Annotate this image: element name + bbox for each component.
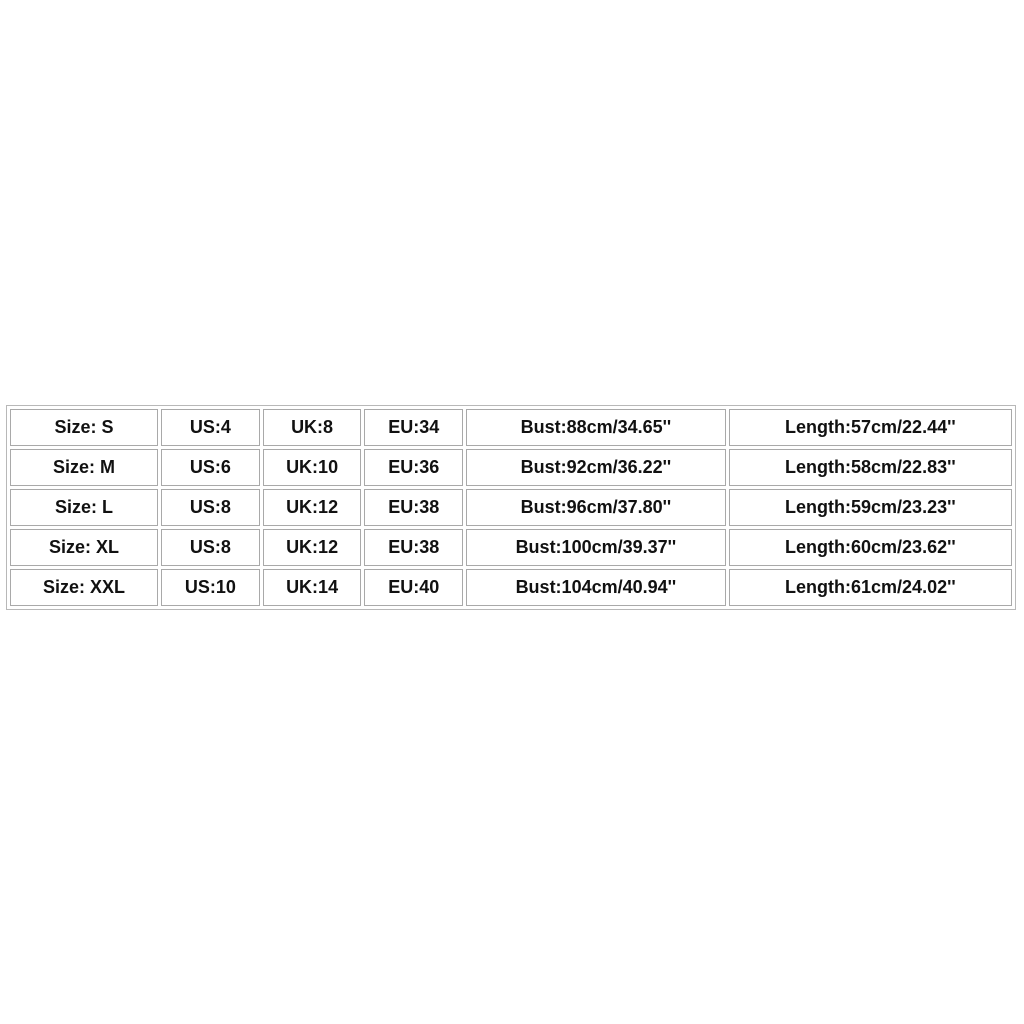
size-cell: Size: XXL (10, 569, 158, 606)
table-row (10, 569, 1012, 606)
bust-cell: Bust:100cm/39.37'' (466, 529, 726, 566)
uk-size-cell: UK:12 (263, 529, 362, 566)
size-cell: Size: L (10, 489, 158, 526)
bust-cell: Bust:96cm/37.80'' (466, 489, 726, 526)
us-size-cell: US:8 (161, 529, 260, 566)
uk-size-cell: UK:12 (263, 489, 362, 526)
size-cell: Size: S (10, 409, 158, 446)
eu-size-cell: EU:38 (364, 529, 463, 566)
uk-size-cell: UK:10 (263, 449, 362, 486)
uk-size-cell: UK:14 (263, 569, 362, 606)
size-cell: Size: M (10, 449, 158, 486)
table-row (10, 409, 1012, 446)
us-size-cell: US:4 (161, 409, 260, 446)
eu-size-cell: EU:38 (364, 489, 463, 526)
table-row (10, 449, 1012, 486)
us-size-cell: US:8 (161, 489, 260, 526)
eu-size-cell: EU:34 (364, 409, 463, 446)
size-cell: Size: XL (10, 529, 158, 566)
length-cell: Length:60cm/23.62'' (729, 529, 1012, 566)
uk-size-cell: UK:8 (263, 409, 362, 446)
us-size-cell: US:10 (161, 569, 260, 606)
us-size-cell: US:6 (161, 449, 260, 486)
bust-cell: Bust:104cm/40.94'' (466, 569, 726, 606)
eu-size-cell: EU:40 (364, 569, 463, 606)
size-chart (6, 405, 1016, 610)
length-cell: Length:58cm/22.83'' (729, 449, 1012, 486)
eu-size-cell: EU:36 (364, 449, 463, 486)
length-cell: Length:57cm/22.44'' (729, 409, 1012, 446)
bust-cell: Bust:88cm/34.65'' (466, 409, 726, 446)
table-row (10, 489, 1012, 526)
length-cell: Length:61cm/24.02'' (729, 569, 1012, 606)
size-chart-table (7, 406, 1015, 609)
bust-cell: Bust:92cm/36.22'' (466, 449, 726, 486)
table-row (10, 529, 1012, 566)
length-cell: Length:59cm/23.23'' (729, 489, 1012, 526)
